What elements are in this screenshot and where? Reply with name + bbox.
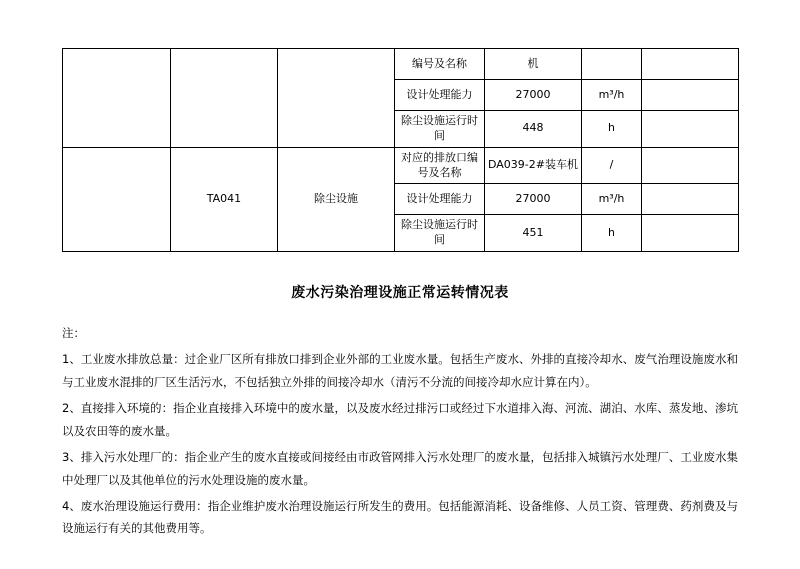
pollution-control-facility-table xyxy=(62,48,739,252)
table-cell-facility-blank xyxy=(63,49,171,148)
table-cell-code-ta041: TA041 xyxy=(171,147,278,251)
table-cell-value-runtime: 448 xyxy=(485,111,582,148)
note-item-2: 2、直接排入环境的：指企业直接排入环境中的废水量，以及废水经过排污口或经过下水道排入海、河流、湖泊、水库、蒸发地、渗坑以及农田等的废水量。 xyxy=(62,401,738,438)
table-cell-facility-blank xyxy=(63,147,171,251)
table-cell-value-design-capacity: 27000 xyxy=(485,80,582,111)
table-cell-remark-empty xyxy=(642,215,739,252)
table-cell-value-outlet-code-name: 机 xyxy=(485,49,582,80)
notes-label: 注： xyxy=(62,326,85,341)
note-item-1: 1、工业废水排放总量：过企业厂区所有排放口排到企业外部的工业废水量。包括生产废水、外排的直接冷却水、废气治理设施废水和与工业废水混排的厂区生活污水，不包括独立外排的间接冷却水（清污不分流的间接冷却水应计算在内）。 xyxy=(62,352,738,389)
table-cell-value-runtime: 451 xyxy=(485,215,582,252)
document-page xyxy=(0,48,800,569)
table-cell-type-blank xyxy=(278,49,395,148)
note-item-4: 4、废水治理设施运行费用：指企业维护废水治理设施运行所发生的费用。包括能源消耗、设备维修、人员工资、管理费、药剂费及与设施运行有关的其他费用等。 xyxy=(62,499,738,536)
table-row xyxy=(63,147,739,184)
table-cell-label-design-capacity: 设计处理能力 xyxy=(395,80,485,111)
table-cell-unit-design-capacity: m³/h xyxy=(582,184,642,215)
table-cell-label-runtime: 除尘设施运行时间 xyxy=(395,215,485,252)
table-cell-unit-slash: / xyxy=(582,147,642,184)
table-cell-label-runtime: 除尘设施运行时间 xyxy=(395,111,485,148)
table-cell-type-dust-removal: 除尘设施 xyxy=(278,147,395,251)
table-cell-remark-empty xyxy=(642,184,739,215)
table-cell-label-outlet-code-name2: 对应的排放口编号及名称 xyxy=(395,147,485,184)
table-cell-remark-empty xyxy=(642,111,739,148)
table-cell-code-blank xyxy=(171,49,278,148)
table-cell-unit-design-capacity: m³/h xyxy=(582,80,642,111)
table-row xyxy=(63,49,739,80)
notes-block xyxy=(62,322,738,540)
table-cell-label-design-capacity: 设计处理能力 xyxy=(395,184,485,215)
section-title: 废水污染治理设施正常运转情况表 xyxy=(291,285,509,302)
table-cell-remark-empty xyxy=(642,80,739,111)
table-cell-remark-empty xyxy=(642,49,739,80)
table-cell-label-outlet-code-name: 编号及名称 xyxy=(395,49,485,80)
table-cell-remark-empty xyxy=(642,147,739,184)
note-item-3: 3、排入污水处理厂的：指企业产生的废水直接或间接经由市政管网排入污水处理厂的废水量，包括排入城镇污水处理厂、工业废水集中处理厂以及其他单位的污水处理设施的废水量。 xyxy=(62,450,738,487)
table-cell-unit-empty xyxy=(582,49,642,80)
table-cell-value-design-capacity: 27000 xyxy=(485,184,582,215)
table-cell-unit-runtime: h xyxy=(582,111,642,148)
table-cell-unit-runtime: h xyxy=(582,215,642,252)
table-cell-value-outlet-code-name2: DA039-2#装车机 xyxy=(485,147,582,184)
